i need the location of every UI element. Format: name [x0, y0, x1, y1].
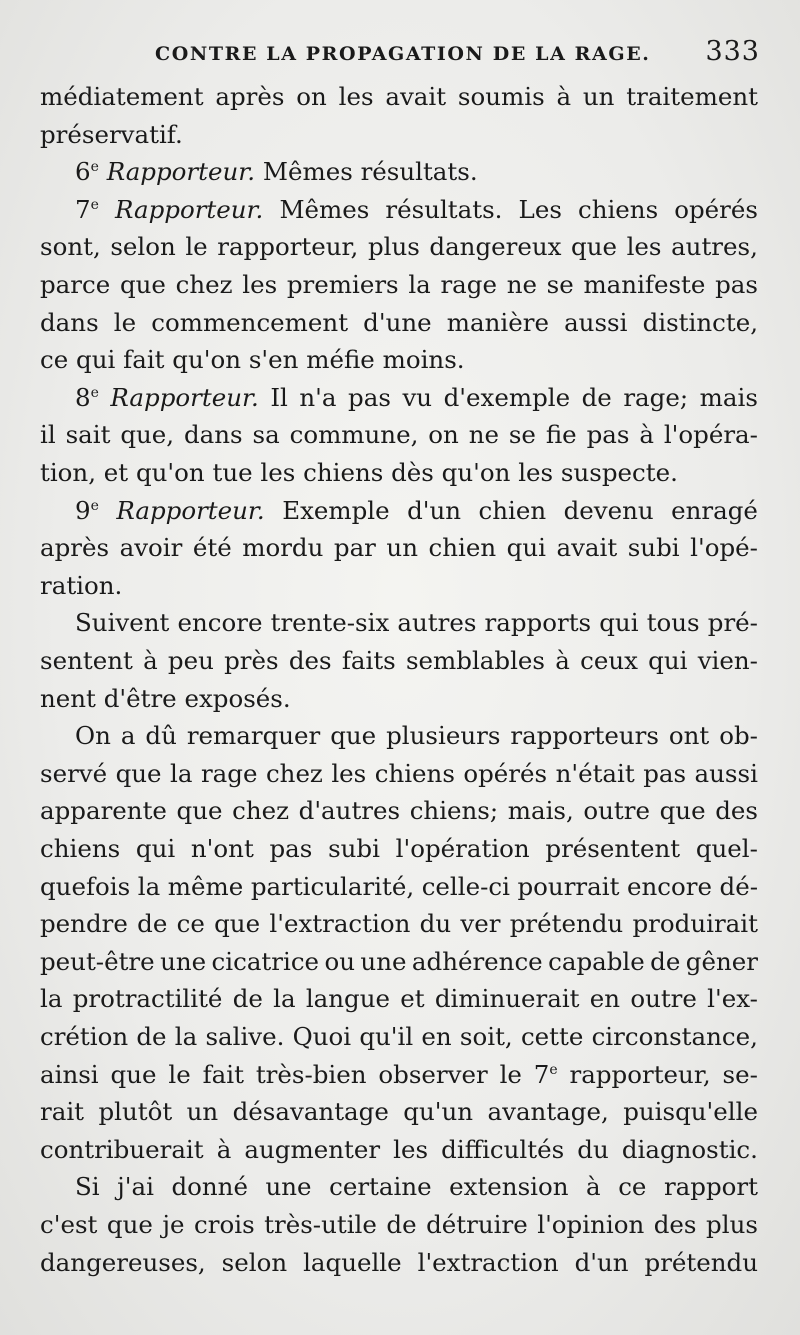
text-line: 6e Rapporteur. Mêmes résultats.	[75, 157, 478, 187]
text-line: la protractilité de la langue et diminuerait en outre l'ex-	[40, 984, 758, 1014]
text-line: ce qui fait qu'on s'en méfie moins.	[40, 345, 465, 375]
text-line: médiatement après on les avait soumis à un traitement	[40, 82, 758, 111]
text-line: crétion de la salive. Quoi qu'il en soit, cette circonstance,	[40, 1022, 758, 1051]
text-line: apparente que chez d'autres chiens; mais, outre que des	[40, 796, 758, 826]
text-line: rait plutôt un désavantage qu'un avantage, puisqu'elle	[40, 1097, 758, 1127]
text-line: parce que chez les premiers la rage ne se manifeste pas	[40, 270, 758, 299]
text-line: quefois la même particularité, celle-ci pourrait encore dé-	[40, 871, 758, 901]
text-line: 7e Rapporteur. Mêmes résultats. Les chiens opérés	[75, 194, 758, 224]
page-header	[155, 36, 760, 70]
text-line: il sait que, dans sa commune, on ne se fie pas à l'opéra-	[40, 420, 758, 450]
text-line: 8e Rapporteur. Il n'a pas vu d'exemple de rage; mais	[75, 382, 758, 412]
text-line: sont, selon le rapporteur, plus dangereux que les autres,	[40, 232, 758, 262]
text-line: nent d'être exposés.	[40, 683, 291, 713]
text-line: contribuerait à augmenter les difficultés du diagnostic.	[40, 1134, 758, 1164]
text-line: dangereuses, selon laquelle l'extraction d'un prétendu	[40, 1247, 758, 1277]
text-line: sentent à peu près des faits semblables à ceux qui vien-	[40, 646, 758, 675]
page-number: 333	[705, 36, 760, 67]
text-line: c'est que je crois très-utile de détruire l'opinion des plus	[40, 1210, 758, 1239]
text-line: ration.	[40, 570, 123, 600]
text-line: Suivent encore trente-six autres rapports qui tous pré-	[75, 608, 758, 638]
text-line: peut-être une cicatrice ou une adhérence capable de gêner	[40, 946, 758, 976]
text-line: préservatif.	[40, 119, 183, 149]
text-line: On a dû remarquer que plusieurs rapporteurs ont ob-	[75, 721, 758, 751]
text-line: 9e Rapporteur. Exemple d'un chien devenu enragé	[75, 495, 758, 525]
text-line: pendre de ce que l'extraction du ver prétendu produirait	[40, 909, 758, 939]
text-line: dans le commencement d'une manière aussi distincte,	[40, 307, 758, 337]
text-line: après avoir été mordu par un chien qui avait subi l'opé-	[40, 533, 758, 563]
text-line: ainsi que le fait très-bien observer le 7e rapporteur, se-	[40, 1059, 758, 1089]
text-line: servé que la rage chez les chiens opérés n'était pas aussi	[40, 758, 758, 788]
running-head: CONTRE LA PROPAGATION DE LA RAGE.	[155, 43, 651, 65]
text-line: Si j'ai donné une certaine extension à ce rapport	[75, 1172, 758, 1202]
text-line: tion, et qu'on tue les chiens dès qu'on les suspecte.	[40, 458, 678, 487]
text-line: chiens qui n'ont pas subi l'opération présentent quel-	[40, 834, 758, 863]
